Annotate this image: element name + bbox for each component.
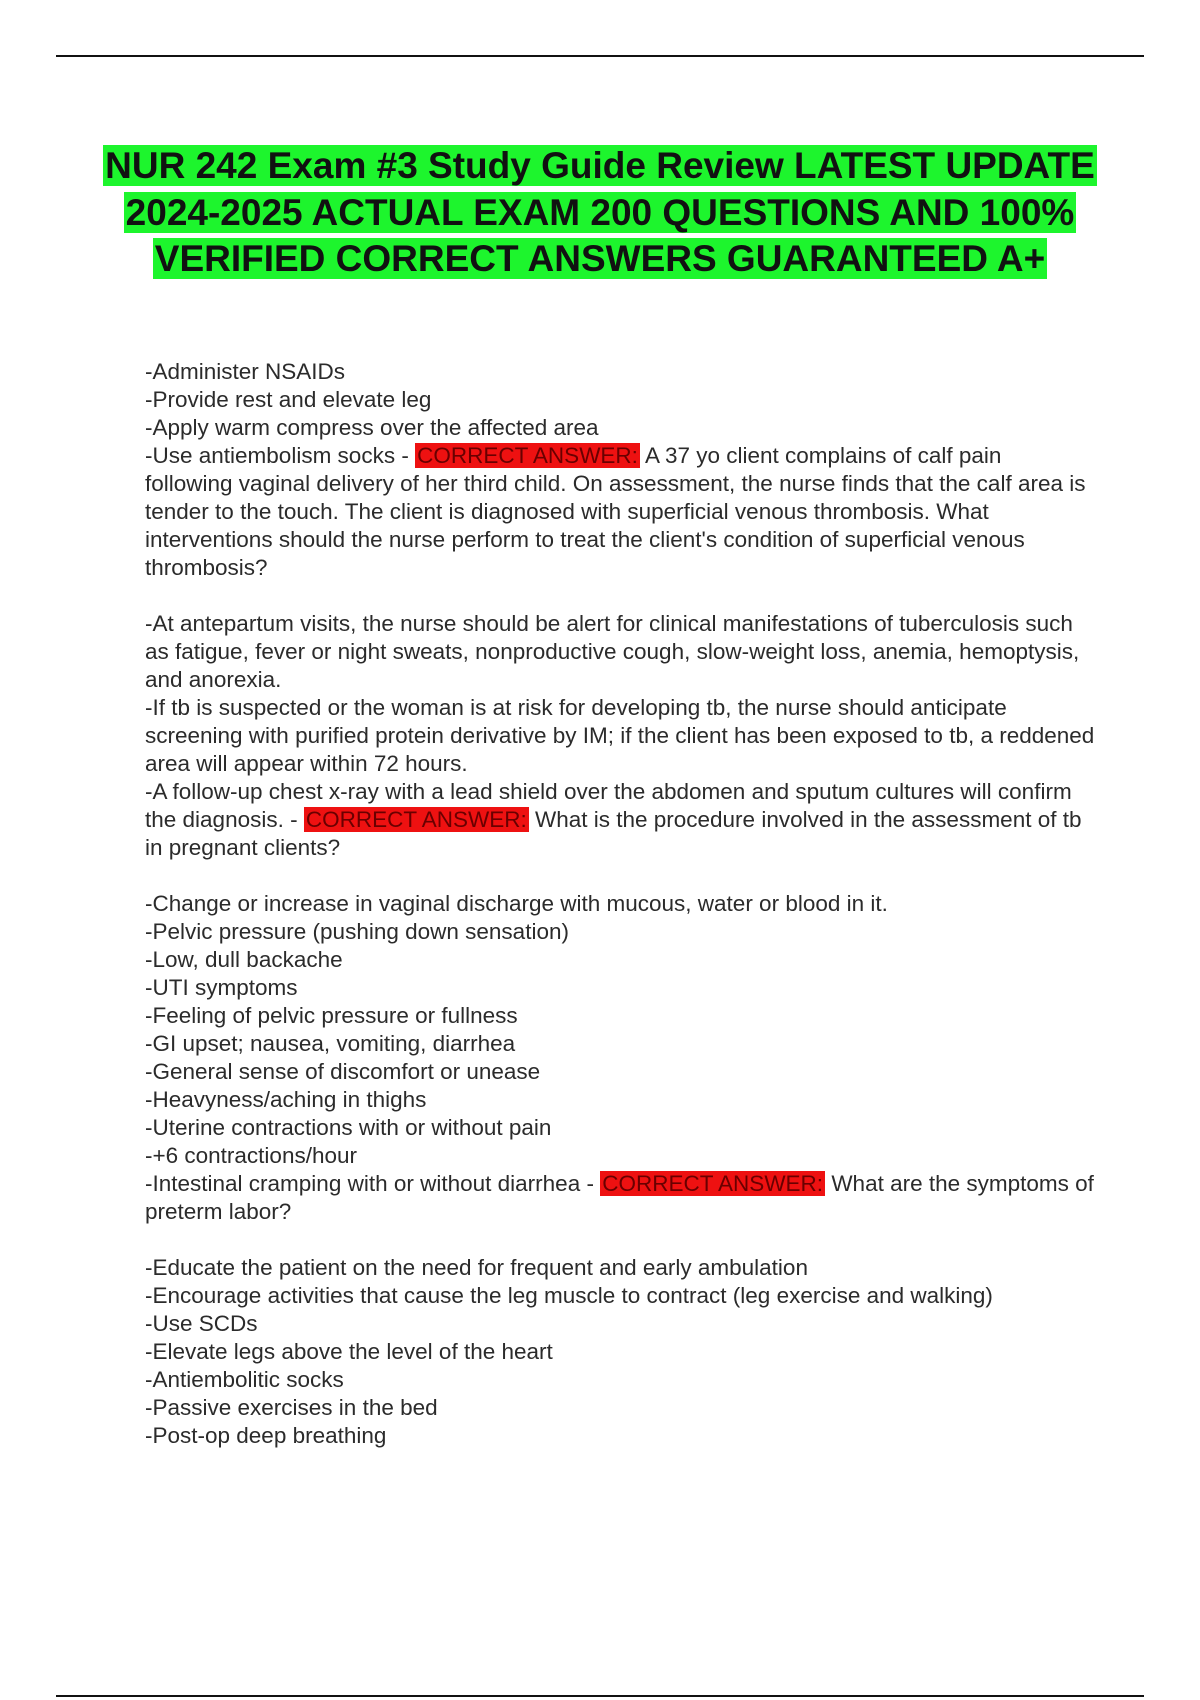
answer-line: -Heavyness/aching in thighs [145, 1087, 427, 1112]
answer-line: -UTI symptoms [145, 975, 298, 1000]
answer-question-paragraph [145, 1170, 1095, 1226]
document-body [145, 358, 1095, 1478]
answer-question-paragraph [145, 442, 1095, 582]
answer-line: -Apply warm compress over the affected area [145, 415, 599, 440]
qa-block [145, 610, 1095, 862]
answer-line: -Use SCDs [145, 1311, 258, 1336]
answer-line: -Encourage activities that cause the leg muscle to contract (leg exercise and walking) [145, 1283, 993, 1308]
answer-question-paragraph [145, 778, 1095, 862]
document-title-text: NUR 242 Exam #3 Study Guide Review LATEST UPDATE 2024-2025 ACTUAL EXAM 200 QUESTIONS AND 100% VERIFIED CORRECT ANSWERS GUARANTEED A+ [105, 145, 1095, 279]
answer-line: -Feeling of pelvic pressure or fullness [145, 1003, 518, 1028]
correct-answer-tag: CORRECT ANSWER: [417, 443, 638, 468]
answer-line: -Antiembolitic socks [145, 1367, 344, 1392]
answer-line: -General sense of discomfort or unease [145, 1059, 541, 1084]
answer-line: -Educate the patient on the need for frequent and early ambulation [145, 1255, 808, 1280]
answer-line: -+6 contractions/hour [145, 1143, 357, 1168]
answer-line: -Use antiembolism socks - [145, 443, 416, 468]
answer-line: -GI upset; nausea, vomiting, diarrhea [145, 1031, 516, 1056]
qa-block [145, 890, 1095, 1226]
answer-line: -Intestinal cramping with or without diarrhea - [145, 1171, 601, 1196]
answer-line: -Change or increase in vaginal discharge with mucous, water or blood in it. [145, 891, 888, 916]
correct-answer-tag: CORRECT ANSWER: [602, 1171, 824, 1196]
answer-line: -Pelvic pressure (pushing down sensation) [145, 919, 569, 944]
answer-line: -Administer NSAIDs [145, 359, 346, 384]
top-rule [56, 55, 1144, 57]
correct-answer-tag: CORRECT ANSWER: [305, 807, 527, 832]
question-text: What are the symptoms of preterm labor? [145, 1171, 1094, 1224]
question-text: A 37 yo client complains of calf pain following vaginal delivery of her third child. On assessment, the nurse finds that the calf area is tender to the touch. The client is diagnosed with superficial venous thrombosis. What interventions should the nurse perform to treat the client's condition of superficial venous thrombosis? [145, 443, 1086, 580]
answer-line: -If tb is suspected or the woman is at risk for developing tb, the nurse should anticipate screening with purified protein derivative by IM; if the client has been exposed to tb, a reddened area will appear within 72 hours. [145, 695, 1095, 776]
answer-line: -Provide rest and elevate leg [145, 387, 432, 412]
qa-block [145, 358, 1095, 582]
answer-line: -Uterine contractions with or without pain [145, 1115, 552, 1140]
answer-line: -At antepartum visits, the nurse should be alert for clinical manifestations of tuberculosis such as fatigue, fever or night sweats, nonproductive cough, slow-weight loss, anemia, hemoptysis, and anorexia. [145, 611, 1080, 692]
answer-line: -Low, dull backache [145, 947, 343, 972]
question-text: What is the procedure involved in the assessment of tb in pregnant clients? [145, 807, 1082, 860]
qa-block [145, 1254, 1095, 1450]
bottom-rule [56, 1695, 1144, 1697]
answer-line: -Elevate legs above the level of the heart [145, 1339, 553, 1364]
document-title [100, 143, 1100, 283]
answer-line: -Passive exercises in the bed [145, 1395, 438, 1420]
answer-line: -Post-op deep breathing [145, 1423, 387, 1448]
answer-line: -A follow-up chest x-ray with a lead shield over the abdomen and sputum cultures will confirm the diagnosis. - [145, 779, 1072, 832]
